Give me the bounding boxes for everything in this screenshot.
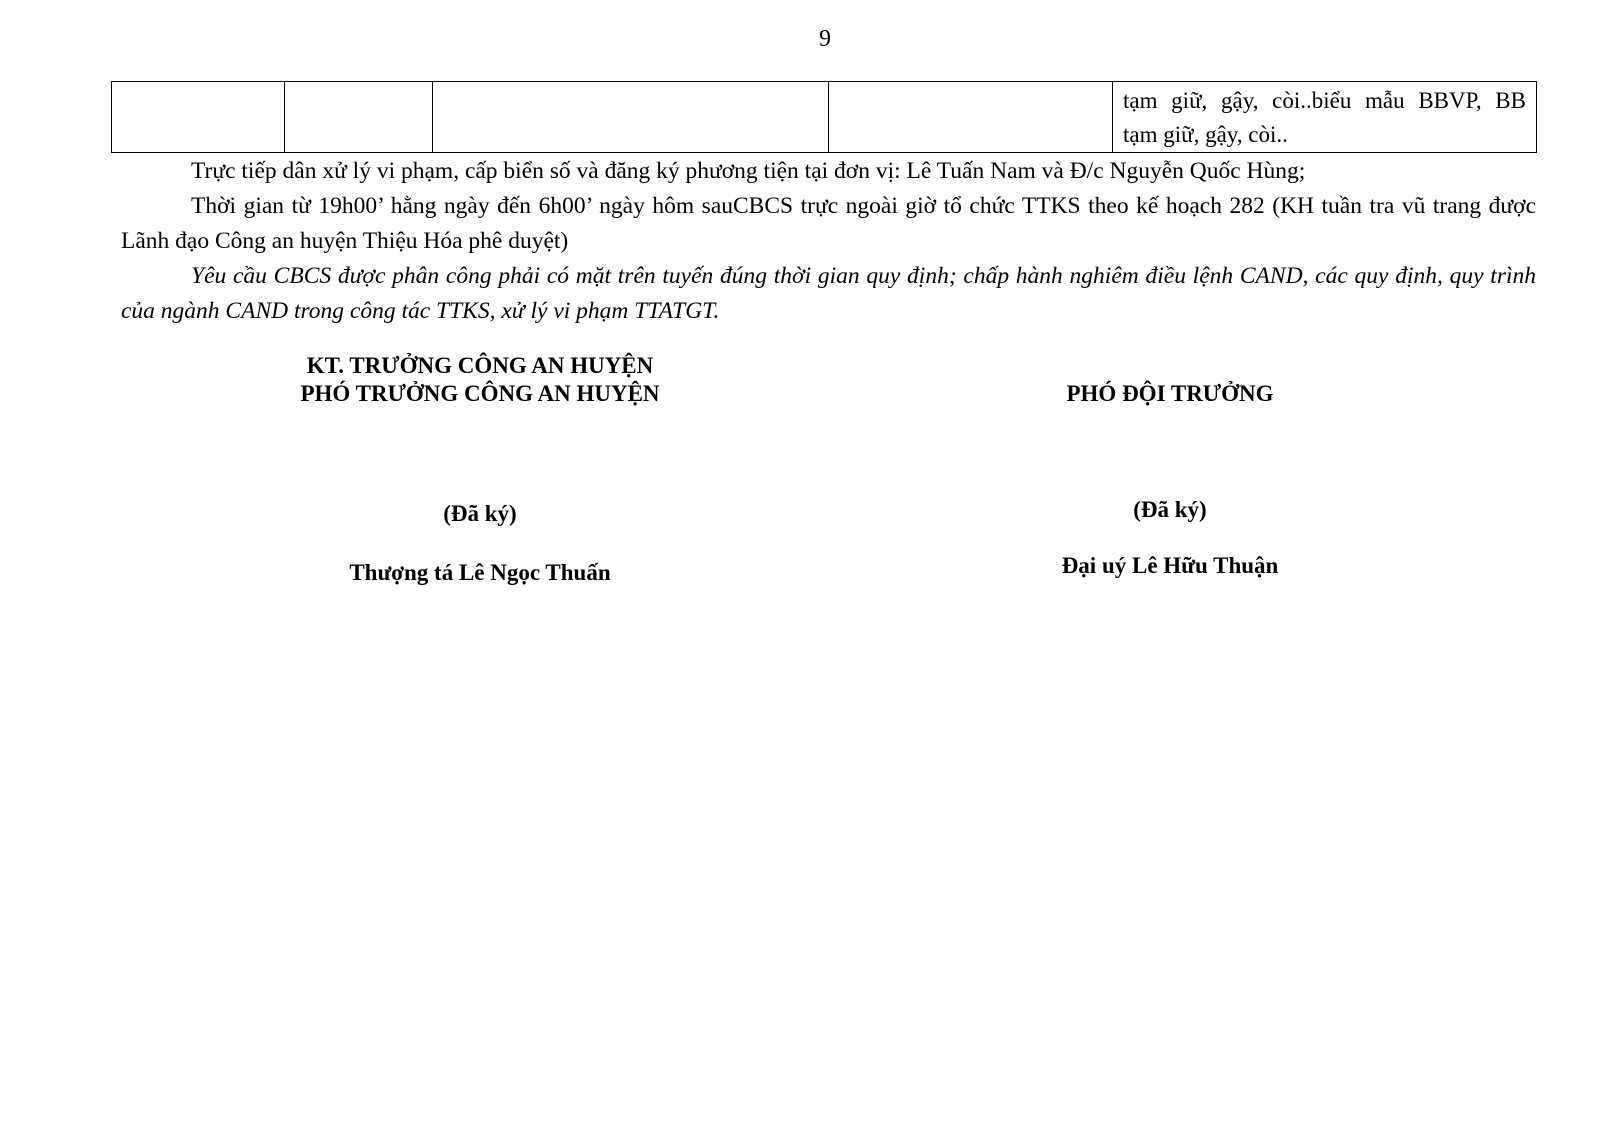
table-row bbox=[112, 82, 1537, 153]
continuation-table bbox=[111, 81, 1537, 153]
page-number: 9 bbox=[819, 26, 831, 52]
signature-right-name: Đại uý Lê Hữu Thuận bbox=[1061, 553, 1279, 578]
table-cell-text bbox=[1113, 82, 1536, 152]
signature-right-signed: (Đã ký) bbox=[1133, 497, 1207, 522]
table-cell bbox=[112, 82, 285, 153]
signature-left-title-line1: KT. TRƯỞNG CÔNG AN HUYỆN bbox=[306, 353, 654, 378]
table-cell bbox=[829, 82, 1113, 153]
signature-left-title-line2: PHÓ TRƯỞNG CÔNG AN HUYỆN bbox=[300, 381, 660, 406]
signature-right-title: PHÓ ĐỘI TRƯỞNG bbox=[1066, 381, 1274, 406]
table-cell bbox=[1113, 82, 1537, 153]
signature-left-name: Thượng tá Lê Ngọc Thuấn bbox=[349, 560, 611, 585]
table-cell bbox=[433, 82, 829, 153]
table-cell-line: tạm giữ, gậy, còi.. bbox=[1123, 122, 1288, 147]
paragraph-time-schedule: Thời gian từ 19h00’ hằng ngày đến 6h00’ ngày hôm sauCBCS trực ngoài giờ tổ chức TTKS theo kế hoạch 282 (KH tuần tra vũ trang được Lãnh đạo Công an huyện Thiệu Hóa phê duyệt) bbox=[121, 193, 1536, 254]
table-cell bbox=[285, 82, 433, 153]
paragraph-requirements: Yêu cầu CBCS được phân công phải có mặt trên tuyến đúng thời gian quy định; chấp hành nghiêm điều lệnh CAND, các quy định, quy trình của ngành CAND trong công tác TTKS, xử lý vi phạm TTATGT. bbox=[121, 263, 1536, 324]
paragraph-direct-handling: Trực tiếp dân xử lý vi phạm, cấp biển số và đăng ký phương tiện tại đơn vị: Lê Tuấn Nam và Đ/c Nguyễn Quốc Hùng; bbox=[191, 158, 1306, 184]
signature-left-signed: (Đã ký) bbox=[443, 501, 517, 526]
table-cell-line: tạm giữ, gậy, còi..biểu mẫu BBVP, BB bbox=[1123, 88, 1526, 113]
